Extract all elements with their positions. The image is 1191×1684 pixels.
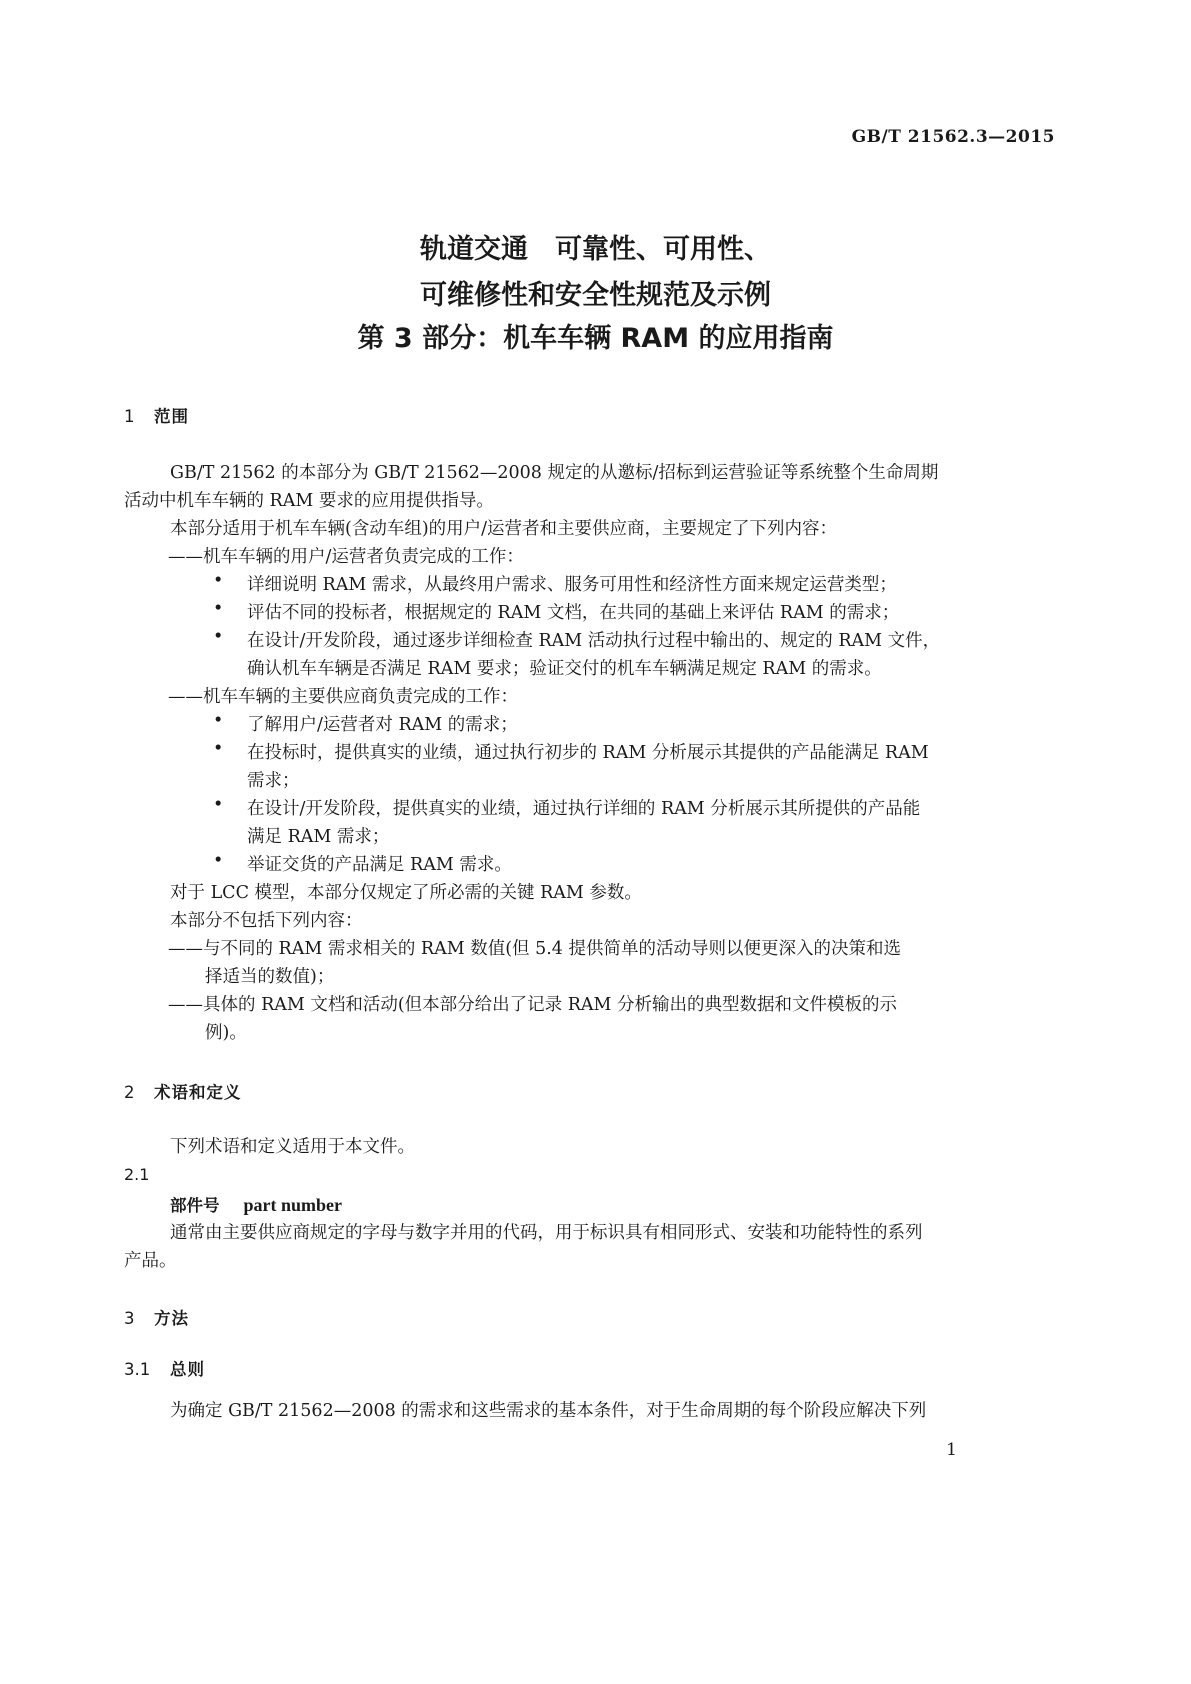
list-item-text: 评估不同的投标者，根据规定的 RAM 文档，在共同的基础上来评估 RAM 的需求； — [247, 603, 900, 623]
list-item-continuation: 需求； — [247, 771, 300, 791]
document-title-line-2: 可维修性和安全性规范及示例 — [420, 280, 771, 311]
section-number: 3 — [124, 1309, 135, 1328]
section-2-heading — [124, 1079, 242, 1103]
list-item-continuation: 满足 RAM 需求； — [247, 827, 390, 847]
dash-item: ——具体的 RAM 文档和活动(但本部分给出了记录 RAM 分析输出的典型数据和文件模板的示 — [168, 995, 898, 1015]
list-item-text: 在设计/开发阶段，通过逐步详细检查 RAM 活动执行过程中输出的、规定的 RAM 文件， — [247, 631, 941, 651]
term-definition: 通常由主要供应商规定的字母与数字并用的代码，用于标识具有相同形式、安装和功能特性的系列 — [170, 1223, 923, 1243]
subsection-3-1-heading — [124, 1356, 205, 1380]
paragraph: 本部分适用于机车车辆(含动车组)的用户/运营者和主要供应商，主要规定了下列内容： — [170, 519, 838, 539]
bullet-icon: • — [213, 795, 224, 815]
document-title-line-3: 第 3 部分：机车车辆 RAM 的应用指南 — [357, 323, 834, 354]
paragraph: GB/T 21562 的本部分为 GB/T 21562—2008 规定的从邀标/招标到运营验证等系统整个生命周期 — [170, 463, 939, 483]
dash-item: ——机车车辆的用户/运营者负责完成的工作： — [168, 547, 524, 567]
subsection-title: 总则 — [170, 1360, 205, 1379]
list-item-text: 详细说明 RAM 需求，从最终用户需求、服务可用性和经济性方面来规定运营类型； — [247, 575, 897, 595]
section-title: 范围 — [154, 407, 189, 426]
term-number: 2.1 — [124, 1165, 150, 1184]
bullet-icon: • — [213, 851, 224, 871]
list-item-text: 在投标时，提供真实的业绩，通过执行初步的 RAM 分析展示其提供的产品能满足 RAM — [247, 743, 929, 763]
section-1-heading — [124, 403, 189, 427]
list-item-text: 举证交货的产品满足 RAM 需求。 — [247, 855, 512, 875]
dash-item: ——与不同的 RAM 需求相关的 RAM 数值(但 5.4 提供简单的活动导则以便更深入的决策和选 — [168, 939, 901, 959]
page-number: 1 — [946, 1440, 957, 1460]
paragraph: 对于 LCC 模型，本部分仅规定了所必需的关键 RAM 参数。 — [170, 883, 642, 903]
bullet-icon: • — [213, 711, 224, 731]
section-3-heading — [124, 1305, 189, 1329]
term-entry — [170, 1192, 342, 1216]
term-chinese: 部件号 — [170, 1196, 220, 1215]
bullet-icon: • — [213, 599, 224, 619]
paragraph: 为确定 GB/T 21562—2008 的需求和这些需求的基本条件，对于生命周期的每个阶段应解决下列 — [170, 1401, 927, 1421]
document-title-line-1: 轨道交通 可靠性、可用性、 — [420, 234, 771, 265]
section-title: 方法 — [154, 1309, 189, 1328]
bullet-icon: • — [213, 739, 224, 759]
term-definition-continuation: 产品。 — [124, 1251, 177, 1271]
dash-item: ——机车车辆的主要供应商负责完成的工作： — [168, 687, 518, 707]
bullet-icon: • — [213, 571, 224, 591]
paragraph: 本部分不包括下列内容： — [170, 911, 363, 931]
standard-code: GB/T 21562.3—2015 — [851, 127, 1055, 147]
section-title: 术语和定义 — [154, 1083, 242, 1102]
list-item-text: 了解用户/运营者对 RAM 的需求； — [247, 715, 518, 735]
dash-item-continuation: 择适当的数值)； — [205, 967, 335, 987]
paragraph-continuation: 活动中机车车辆的 RAM 要求的应用提供指导。 — [124, 491, 494, 511]
section-number: 1 — [124, 407, 135, 426]
paragraph: 下列术语和定义适用于本文件。 — [170, 1137, 415, 1157]
section-number: 2 — [124, 1083, 135, 1102]
list-item-continuation: 确认机车车辆是否满足 RAM 要求；验证交付的机车车辆满足规定 RAM 的需求。 — [247, 659, 882, 679]
list-item-text: 在设计/开发阶段，提供真实的业绩，通过执行详细的 RAM 分析展示其所提供的产品能 — [247, 799, 921, 819]
subsection-number: 3.1 — [124, 1360, 151, 1379]
bullet-icon: • — [213, 627, 224, 647]
dash-item-continuation: 例)。 — [205, 1023, 247, 1043]
term-english: part number — [243, 1195, 342, 1215]
